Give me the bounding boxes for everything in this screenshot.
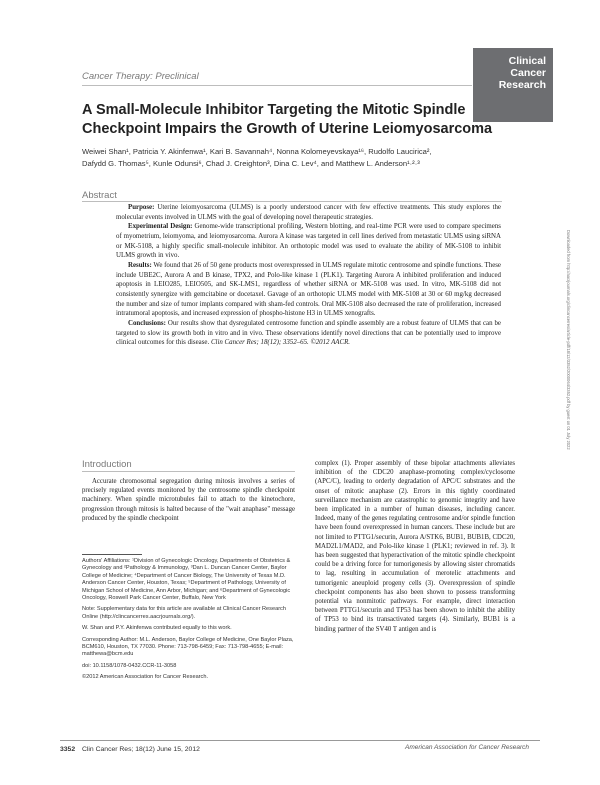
introduction-text: Accurate chromosomal segregation during mitosis involves a series of precisely regulated events monitored by the centrosome spindle checkpoint machinery. When spindle microtubules fail to attach to the kinetochore, progression through mitosis is halted because of the "wait anaphase" message produced by the spindle checkpoint [82,478,295,522]
affiliations-note: Authors' Affiliations: ¹Division of Gynecologic Oncology, Departments of Obstetrics & Gynecology and ²Pathology & Immunology, ³Dan L. Duncan Cancer Center, Baylor College of Medicine; ⁴Department of Cancer Biology, The University of Texas M.D. Anderson Cancer Center, Houston, Texas; ⁵Department of Pathology, University of Michigan School of Medicine, Ann Arbor, Michigan; and ⁶Department of Gynecologic Oncology, Roswell Park Cancer Center, Buffalo, New York [82,558,291,602]
abstract-conclusions [116,319,501,348]
equal-contribution-note: W. Shan and P.Y. Akinfenwa contributed equally to this work. [82,625,232,632]
copyright-note: ©2012 American Association for Cancer Research. [82,674,209,681]
column-two-text: complex (1). Proper assembly of these bipolar attachments alleviates inhibition of the CDC20 anaphase-promoting complex/cyclosome (APC/C), leading to orderly degradation of APC/C substrates and the onset of mitotic anaphase (2). Errors in this tightly coordinated surveillance mechanism are catastrophic to genomic integrity and have been implicated in a number of human diseases, including cancer. Indeed, many of the genes regulating centrosome and/or spindle function have been found overexpressed in human cancers. These include but are not limited to PTTG1/securin, Aurora A/STK6, BUB1, BUB1B, CDC20, MAD2L1/MAD2, and Polo-like kinase 1 (PLK1; reviewed in ref. 3). It has been suggested that hyperactivation of the mitotic spindle checkpoint could be a driving force for tumorigenesis by allowing sister chromatids to lag, resulting in accumulation of merotelic attachments and tumorigenic aneuploid progeny cells (3). Overexpression of spindle checkpoint components has also been shown to possess transforming potential via nonmitotic pathways. For example, direct interaction between PTTG1/securin and TP53 has been shown to inhibit the ability of TP53 to bind its transactivated targets (4). Similarly, BUB1 is a binding partner of the SV40 T antigen and is [315,460,515,633]
supplementary-note: Note: Supplementary data for this article are available at Clinical Cancer Research Online (http://clincancerres.aacrjournals.org/). [82,606,286,620]
abstract-body [116,203,501,348]
abstract-rule [82,201,502,202]
conclusions-label: Conclusions: [128,319,166,327]
results-text: We found that 26 of 50 gene products most overexpressed in ULMS regulate mitotic centrosome and spindle functions. These include UBE2C, Aurora A and B kinase, TPX2, and Polo-like kinase 1 (PLK1). Targeting Aurora A inhibited proliferation and induced apoptosis in LEIO285, LEIO505, and SK-LMS1, regardless of whether siRNA or MK-5108 was used. In vitro, MK-5108 did not consistently synergize with gemcitabine or docetaxel. Gavage of an orthotopic ULMS model with MK-5108 at 30 or 60 mg/kg decreased the number and size of tumor implants compared with sham-fed controls. Oral MK-5108 also decreased the rate of proliferation, increased intratumoral apoptosis, and increased expression of phospho-histone H3 in ULMS xenografts. [116,261,501,318]
introduction-body [82,477,295,523]
journal-badge-line3: Research [498,79,546,91]
journal-badge-line1: Clinical [508,55,546,67]
author-line-2: Dafydd G. Thomas⁵, Kunle Odunsi⁶, Chad J. Creighton³, Dina C. Lev⁴, and Matthew L. Anderson¹·²·³ [82,158,420,168]
author-line-1: Weiwei Shan¹, Patricia Y. Akinfenwa¹, Kari B. Savannah⁴, Nonna Kolomeyevskaya¹⁶, Rudolfo Laucirica², [82,147,432,156]
introduction-heading: Introduction [82,459,132,470]
design-label: Experimental Design: [128,223,193,231]
aacr-logo-text: American Association for Cancer Research [405,744,530,751]
intro-rule [82,471,295,472]
section-label: Cancer Therapy: Preclinical [82,71,199,82]
abstract-citation: Clin Cancer Res; 18(12); 3352–65. ©2012 AACR. [210,339,351,347]
notes-rule [82,554,142,555]
abstract-design [116,222,501,261]
column-two-body [315,459,515,634]
author-list [82,146,482,169]
abstract-purpose [116,203,501,222]
footnotes [82,558,295,686]
results-label: Results: [128,261,152,269]
footer-journal: Clin Cancer Res; 18(12) June 15, 2012 [82,746,200,753]
aacr-logo [405,744,529,751]
abstract-heading: Abstract [82,190,117,201]
footer-rule [60,740,540,741]
purpose-text: Uterine leiomyosarcoma (ULMS) is a poorly understood cancer with few effective treatments. This study explores the molecular events involved in ULMS with the goal of developing novel therapeutic strategies. [116,204,501,221]
page-number: 3352 [60,746,76,753]
download-watermark [560,230,570,545]
download-watermark-text: Downloaded from http://aacrjournals.org/clincancerres/article-pdf/18/12/3352/2000064/3352.pdf by guest on 01 July 2022 [566,230,571,450]
corresponding-author-note: Corresponding Author: M.L. Anderson, Baylor College of Medicine, One Baylor Plaza, BCM610, Houston, TX 77030. Phone: 713-798-6459; Fax: 713-798-4655; E-mail: matthewa@bcm.edu [82,636,294,658]
header-rule [82,85,472,86]
paper-title: A Small-Molecule Inhibitor Targeting the Mitotic Spindle Checkpoint Impairs the Growth of Uterine Leiomyosarcoma [82,102,493,137]
journal-badge-line2: Cancer [510,67,546,79]
design-text: Genome-wide transcriptional profiling, Western blotting, and real-time PCR were used to compare specimens of myometrium, leiomyoma, and leiomyosarcoma. Aurora A kinase was targeted in cell lines derived from metastatic ULMS using siRNA or MK-5108, a highly specific small-molecule inhibitor. An orthotopic model was used to evaluate the ability of MK-5108 to inhibit ULMS growth in vivo. [116,223,501,260]
purpose-label: Purpose: [128,204,155,211]
conclusions-text: Our results show that dysregulated centrosome function and spindle assembly are a robust feature of ULMS that can be targeted to slow its growth both in vitro and in vivo. These observations identify novel directions that can be potentially used to improve clinical outcomes for this disease. [116,319,501,347]
doi-note: doi: 10.1158/1078-0432.CCR-11-3058 [82,662,177,669]
abstract-results [116,261,501,319]
